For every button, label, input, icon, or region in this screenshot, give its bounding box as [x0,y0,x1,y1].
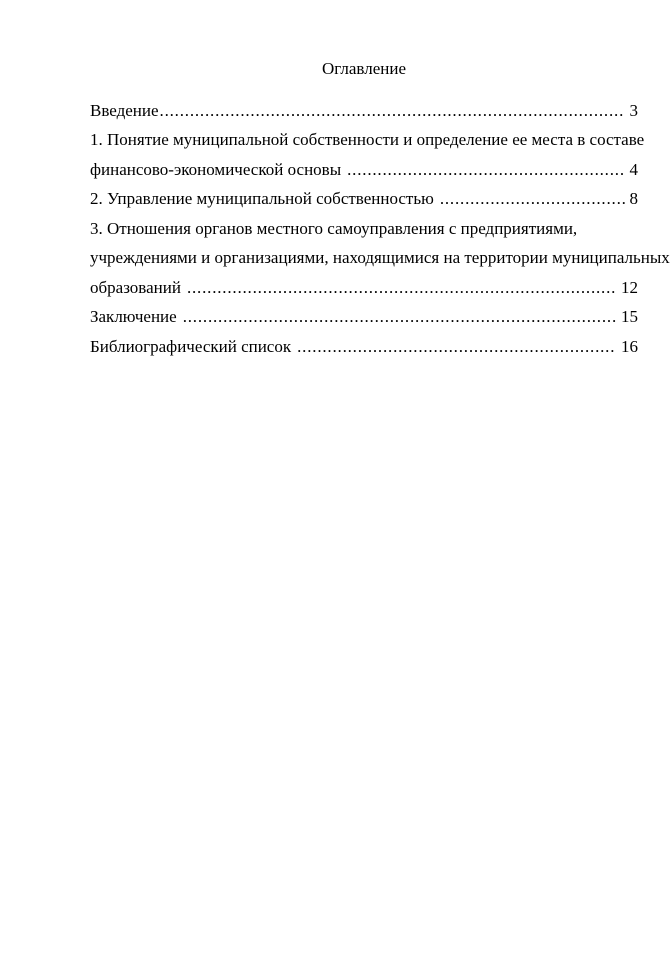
toc-entry-label: 2. Управление муниципальной собственностью [90,189,434,208]
toc-entry-conclusion[interactable] [90,302,638,332]
toc-entry-section-1[interactable] [90,125,645,184]
dot-leader [160,96,625,126]
toc-line [90,214,638,244]
toc-line [90,184,638,214]
toc-line [90,125,645,155]
page-number: 12 [621,277,638,297]
toc-entry-introduction[interactable] [90,96,638,126]
dot-leader [347,155,624,185]
dot-leader [187,273,616,303]
toc-line [90,273,638,303]
toc-line [90,302,638,332]
toc-entry-label: образований [90,277,181,297]
toc-line [90,96,638,126]
dot-leader [440,184,625,214]
dot-leader [183,302,616,332]
toc-entry-label: учреждениями и организациями, находящимися на территории муниципальных [90,248,670,267]
toc-entry-label: Заключение [90,307,177,326]
toc-entry-label: Введение [90,100,159,120]
table-of-contents [90,96,670,362]
toc-entry-section-2[interactable] [90,184,638,214]
toc-title: Оглавление [322,59,406,78]
toc-entry-label: финансово-экономической основы [90,159,342,179]
page-number: 8 [629,189,638,208]
dot-leader [297,332,616,362]
page-number: 15 [621,307,638,326]
toc-entry-label: 3. Отношения органов местного самоуправления с предприятиями, [90,218,578,238]
toc-entry-label: Библиографический список [90,336,292,356]
page-number: 4 [629,159,638,179]
toc-line [90,332,638,362]
toc-entry-section-3[interactable] [90,214,670,303]
page-number: 16 [621,336,638,356]
page-number: 3 [629,100,638,120]
toc-line [90,243,670,273]
toc-entry-bibliography[interactable] [90,332,638,362]
toc-line [90,155,638,185]
toc-entry-label: 1. Понятие муниципальной собственности и определение ее места в составе [90,130,645,149]
